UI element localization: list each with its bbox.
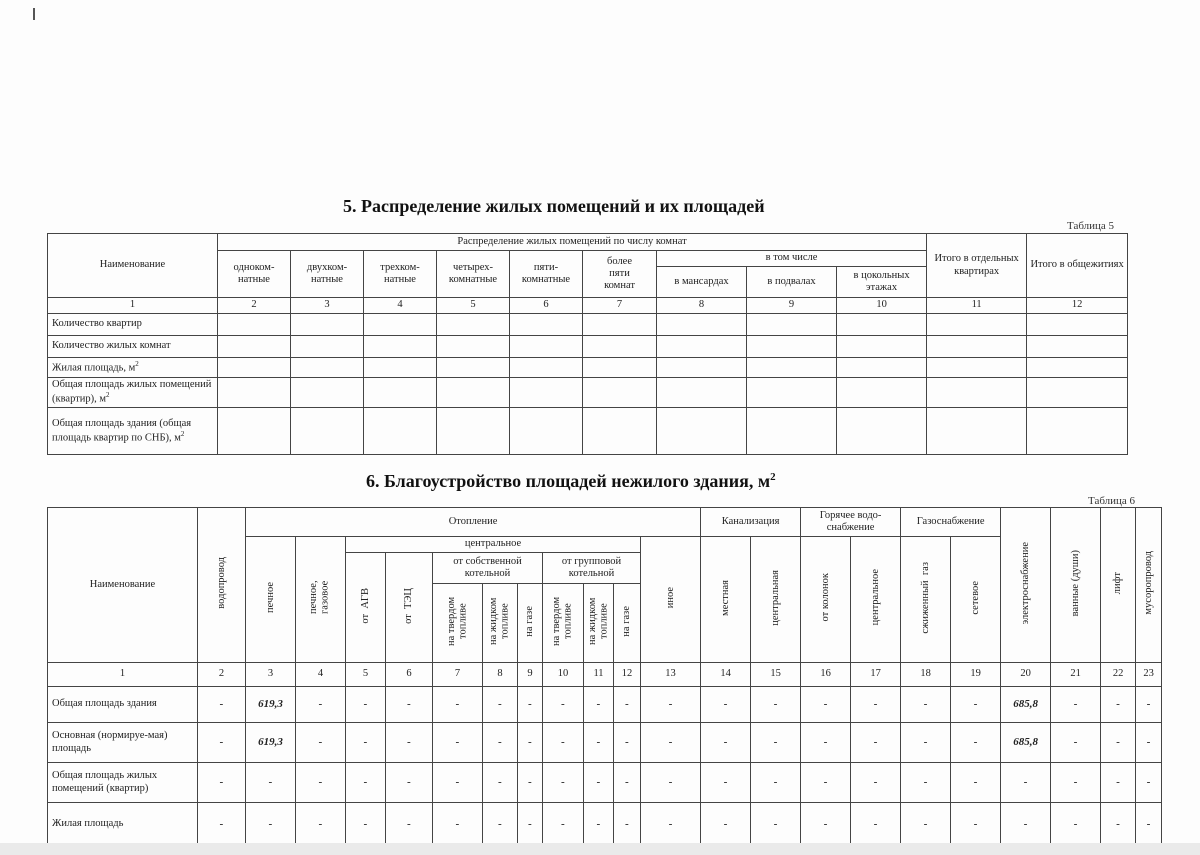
table-row — [48, 358, 1128, 378]
column-number: 20 — [1001, 663, 1051, 687]
header-name: Наименование — [48, 234, 218, 298]
header-chute: мусоропровод — [1142, 551, 1154, 615]
table-row — [48, 408, 1128, 455]
column-number: 23 — [1136, 663, 1162, 687]
empty-cell — [510, 358, 583, 378]
value-cell: - — [483, 803, 518, 846]
row-label-text: Количество квартир — [52, 318, 142, 330]
row-label: Основная (нормируе-мая) площадь — [48, 723, 198, 763]
header-gas-liquefied: сжиженный газ — [919, 561, 931, 634]
value-cell: - — [641, 687, 701, 723]
column-number: 11 — [584, 663, 614, 687]
header-agv: от АГВ — [359, 587, 371, 624]
column-number: 2 — [218, 298, 291, 314]
column-number: 19 — [951, 663, 1001, 687]
empty-cell — [364, 358, 437, 378]
empty-cell — [583, 378, 657, 408]
empty-cell — [583, 408, 657, 455]
value-cell: - — [901, 763, 951, 803]
header-heating: Отопление — [246, 508, 701, 537]
value-cell: - — [801, 803, 851, 846]
empty-cell — [291, 336, 364, 358]
empty-cell — [1027, 336, 1128, 358]
empty-cell — [437, 314, 510, 336]
header-stove: печное — [264, 581, 276, 613]
empty-cell — [510, 336, 583, 358]
header-basements: в подвалах — [747, 267, 837, 298]
value-cell: - — [198, 803, 246, 846]
table6-title — [366, 471, 776, 492]
empty-cell — [218, 408, 291, 455]
header-water: водопровод — [215, 557, 227, 609]
header-sewer-central: центральная — [769, 569, 781, 626]
value-cell: - — [296, 687, 346, 723]
value-cell: - — [518, 803, 543, 846]
header-baths: ванные (души) — [1069, 549, 1081, 617]
value-cell: - — [543, 763, 584, 803]
superscript: 2 — [135, 360, 139, 369]
value-cell: - — [386, 803, 433, 846]
empty-cell — [437, 378, 510, 408]
header-sewer-local: местная — [719, 579, 731, 616]
value-cell: - — [246, 803, 296, 846]
empty-cell — [218, 378, 291, 408]
header-own-gas: на газе — [524, 605, 536, 637]
value-cell: - — [851, 723, 901, 763]
value-cell: - — [701, 803, 751, 846]
column-number: 12 — [1027, 298, 1128, 314]
value-cell: - — [346, 687, 386, 723]
empty-cell — [837, 314, 927, 336]
empty-cell — [583, 358, 657, 378]
value-cell: - — [483, 687, 518, 723]
empty-cell — [747, 314, 837, 336]
header-own-liquid: на жидком топливе — [488, 597, 511, 645]
value-cell: - — [543, 803, 584, 846]
table-row — [48, 314, 1128, 336]
empty-cell — [291, 358, 364, 378]
empty-cell — [1027, 314, 1128, 336]
value-cell: - — [386, 723, 433, 763]
value-cell: - — [1136, 723, 1162, 763]
empty-cell — [364, 378, 437, 408]
column-number: 18 — [901, 663, 951, 687]
column-number: 17 — [851, 663, 901, 687]
header-central: центральное — [346, 537, 641, 553]
value-cell: - — [433, 687, 483, 723]
empty-cell — [837, 408, 927, 455]
empty-cell — [437, 408, 510, 455]
value-cell: - — [801, 763, 851, 803]
column-number: 15 — [751, 663, 801, 687]
value-cell: - — [751, 763, 801, 803]
value-cell: - — [433, 763, 483, 803]
header-group-gas: на газе — [621, 605, 633, 637]
empty-cell — [437, 336, 510, 358]
value-cell: - — [386, 687, 433, 723]
row-label: Общая площадь здания — [48, 687, 198, 723]
header-col: трехком- натные — [364, 251, 437, 298]
value-cell: - — [386, 763, 433, 803]
header-ground-floors: в цокольных этажах — [837, 267, 927, 298]
empty-cell — [837, 336, 927, 358]
value-cell: - — [543, 687, 584, 723]
column-number: 4 — [296, 663, 346, 687]
empty-cell — [291, 408, 364, 455]
empty-cell — [657, 378, 747, 408]
empty-cell — [583, 314, 657, 336]
table5-label: Таблица 5 — [1067, 220, 1115, 232]
value-cell: - — [1051, 803, 1101, 846]
value-cell: - — [641, 803, 701, 846]
value-cell: - — [901, 803, 951, 846]
empty-cell — [218, 358, 291, 378]
value-cell: - — [346, 763, 386, 803]
value-cell: - — [901, 723, 951, 763]
value-cell: - — [518, 763, 543, 803]
value-cell: - — [483, 723, 518, 763]
table6-label: Таблица 6 — [1088, 495, 1136, 507]
value-cell: - — [584, 687, 614, 723]
value-cell: - — [1136, 763, 1162, 803]
value-cell: - — [1136, 687, 1162, 723]
header-electric: электроснабжение — [1019, 541, 1031, 625]
value-cell: - — [951, 687, 1001, 723]
table-row — [48, 378, 1128, 408]
column-number: 5 — [437, 298, 510, 314]
column-number: 5 — [346, 663, 386, 687]
value-cell: - — [433, 723, 483, 763]
empty-cell — [837, 358, 927, 378]
header-col: четырех- комнатные — [437, 251, 510, 298]
value-cell: - — [614, 723, 641, 763]
header-hw-central: центральное — [869, 569, 881, 626]
empty-cell — [927, 336, 1027, 358]
header-name: Наименование — [48, 508, 198, 663]
empty-cell — [657, 336, 747, 358]
empty-cell — [927, 378, 1027, 408]
table-row — [48, 723, 1162, 763]
empty-cell — [510, 408, 583, 455]
column-number: 11 — [927, 298, 1027, 314]
empty-cell — [927, 314, 1027, 336]
value-cell: - — [246, 763, 296, 803]
title-superscript: 2 — [770, 471, 776, 483]
row-label-text: Общая площадь здания (общая площадь квартир по СНБ), м — [52, 417, 192, 444]
empty-cell — [364, 336, 437, 358]
value-cell: - — [751, 803, 801, 846]
header-attics: в мансардах — [657, 267, 747, 298]
value-cell: - — [1101, 803, 1136, 846]
header-own-solid: на твердом топливе — [445, 596, 469, 646]
header-hot-water: Горячее водо-снабжение — [801, 508, 901, 537]
value-cell: - — [951, 803, 1001, 846]
value-cell: - — [751, 687, 801, 723]
header-including: в том числе — [657, 251, 927, 267]
column-numbers-row — [48, 663, 1162, 687]
value-cell: - — [584, 763, 614, 803]
value-cell: - — [614, 687, 641, 723]
column-number: 9 — [747, 298, 837, 314]
value-cell: - — [1001, 803, 1051, 846]
table-row — [48, 336, 1128, 358]
value-cell: - — [518, 687, 543, 723]
empty-cell — [927, 408, 1027, 455]
value-cell: - — [543, 723, 584, 763]
table-row — [48, 763, 1162, 803]
empty-cell — [437, 358, 510, 378]
empty-cell — [510, 378, 583, 408]
value-cell: - — [433, 803, 483, 846]
value-cell: - — [951, 763, 1001, 803]
table5 — [47, 233, 1128, 455]
value-cell: - — [296, 763, 346, 803]
value-cell: - — [1051, 723, 1101, 763]
value-cell: - — [641, 763, 701, 803]
column-number: 9 — [518, 663, 543, 687]
superscript: 2 — [180, 429, 185, 438]
row-label: Общая площадь жилых помещений (квартир) — [48, 763, 198, 803]
header-total-apartments: Итого в отдельных квартирах — [927, 234, 1027, 298]
empty-cell — [291, 378, 364, 408]
column-number: 7 — [583, 298, 657, 314]
empty-cell — [747, 378, 837, 408]
superscript: 2 — [106, 391, 110, 400]
value-cell: - — [296, 803, 346, 846]
value-cell: - — [951, 723, 1001, 763]
header-lift: лифт — [1112, 571, 1124, 595]
header-group-liquid: на жидком топливе — [586, 597, 610, 645]
row-label — [48, 336, 218, 358]
value-cell: 685,8 — [1001, 723, 1051, 763]
column-number: 10 — [543, 663, 584, 687]
value-cell: - — [518, 723, 543, 763]
row-label — [48, 378, 218, 408]
column-number: 3 — [291, 298, 364, 314]
value-cell: - — [641, 723, 701, 763]
header-own-boiler: от собственной котельной — [433, 553, 543, 584]
header-group-boiler: от групповой котельной — [543, 553, 641, 584]
empty-cell — [927, 358, 1027, 378]
value-cell: 619,3 — [246, 723, 296, 763]
table6-title-text: 6. Благоустройство площадей нежилого здания, м — [366, 471, 771, 491]
header-tec: от ТЭЦ — [403, 587, 415, 624]
value-cell: - — [346, 803, 386, 846]
value-cell: - — [901, 687, 951, 723]
empty-cell — [1027, 408, 1128, 455]
column-number: 10 — [837, 298, 927, 314]
header-sewer: Канализация — [701, 508, 801, 537]
header-other: иное — [664, 586, 676, 609]
scan-edge — [0, 843, 1200, 855]
value-cell: - — [296, 723, 346, 763]
table-row — [48, 803, 1162, 846]
value-cell: 619,3 — [246, 687, 296, 723]
value-cell: - — [198, 723, 246, 763]
empty-cell — [837, 378, 927, 408]
row-label: Жилая площадь — [48, 803, 198, 846]
row-label — [48, 358, 218, 378]
header-stove-gas: печное, газовое — [307, 580, 331, 615]
empty-cell — [583, 336, 657, 358]
column-number: 12 — [614, 663, 641, 687]
value-cell: - — [1101, 687, 1136, 723]
value-cell: - — [1136, 803, 1162, 846]
value-cell: - — [1001, 763, 1051, 803]
empty-cell — [1027, 358, 1128, 378]
column-number: 22 — [1101, 663, 1136, 687]
empty-cell — [747, 408, 837, 455]
column-number: 3 — [246, 663, 296, 687]
value-cell: - — [701, 723, 751, 763]
row-label — [48, 408, 218, 455]
empty-cell — [747, 336, 837, 358]
column-number: 2 — [198, 663, 246, 687]
row-label — [48, 314, 218, 336]
empty-cell — [364, 408, 437, 455]
value-cell: - — [751, 723, 801, 763]
header-group-solid: на твердом топливе — [551, 596, 574, 646]
column-number: 13 — [641, 663, 701, 687]
header-col: одноком- натные — [218, 251, 291, 298]
empty-cell — [1027, 378, 1128, 408]
value-cell: - — [851, 803, 901, 846]
column-number: 16 — [801, 663, 851, 687]
row-label-text: Количество жилых комнат — [52, 340, 171, 352]
empty-cell — [510, 314, 583, 336]
value-cell: - — [701, 763, 751, 803]
value-cell: - — [1101, 763, 1136, 803]
column-number: 1 — [48, 298, 218, 314]
value-cell: - — [198, 763, 246, 803]
empty-cell — [218, 314, 291, 336]
column-number: 7 — [433, 663, 483, 687]
empty-cell — [218, 336, 291, 358]
empty-cell — [291, 314, 364, 336]
value-cell: - — [198, 687, 246, 723]
header-col: более пяти комнат — [583, 251, 657, 298]
value-cell: - — [346, 723, 386, 763]
value-cell: - — [614, 803, 641, 846]
column-number: 8 — [657, 298, 747, 314]
column-number: 21 — [1051, 663, 1101, 687]
column-numbers-row — [48, 298, 1128, 314]
empty-cell — [657, 358, 747, 378]
column-number: 1 — [48, 663, 198, 687]
value-cell: - — [584, 723, 614, 763]
value-cell: - — [1051, 687, 1101, 723]
scan-mark — [33, 8, 35, 20]
value-cell: - — [801, 723, 851, 763]
row-label-text: Общая площадь жилых помещений (квартир), м — [52, 379, 212, 405]
header-total-dorms: Итого в общежитиях — [1027, 234, 1128, 298]
empty-cell — [657, 314, 747, 336]
header-gas-supply: Газоснабжение — [901, 508, 1001, 537]
value-cell: 685,8 — [1001, 687, 1051, 723]
header-hw-columns: от колонок — [819, 573, 831, 622]
value-cell: - — [1101, 723, 1136, 763]
header-gas-network: сетевое — [969, 580, 981, 615]
value-cell: - — [614, 763, 641, 803]
value-cell: - — [701, 687, 751, 723]
value-cell: - — [1051, 763, 1101, 803]
column-number: 8 — [483, 663, 518, 687]
header-distribution: Распределение жилых помещений по числу комнат — [218, 234, 927, 251]
column-number: 6 — [386, 663, 433, 687]
value-cell: - — [801, 687, 851, 723]
column-number: 6 — [510, 298, 583, 314]
column-number: 4 — [364, 298, 437, 314]
empty-cell — [364, 314, 437, 336]
header-col: двухком- натные — [291, 251, 364, 298]
value-cell: - — [483, 763, 518, 803]
value-cell: - — [584, 803, 614, 846]
table5-title: 5. Распределение жилых помещений и их площадей — [343, 196, 765, 216]
value-cell: - — [851, 687, 901, 723]
table6 — [47, 507, 1162, 846]
value-cell: - — [851, 763, 901, 803]
row-label-text: Жилая площадь, м — [52, 362, 136, 374]
empty-cell — [747, 358, 837, 378]
header-col: пяти- комнатные — [510, 251, 583, 298]
column-number: 14 — [701, 663, 751, 687]
table-row — [48, 687, 1162, 723]
empty-cell — [657, 408, 747, 455]
